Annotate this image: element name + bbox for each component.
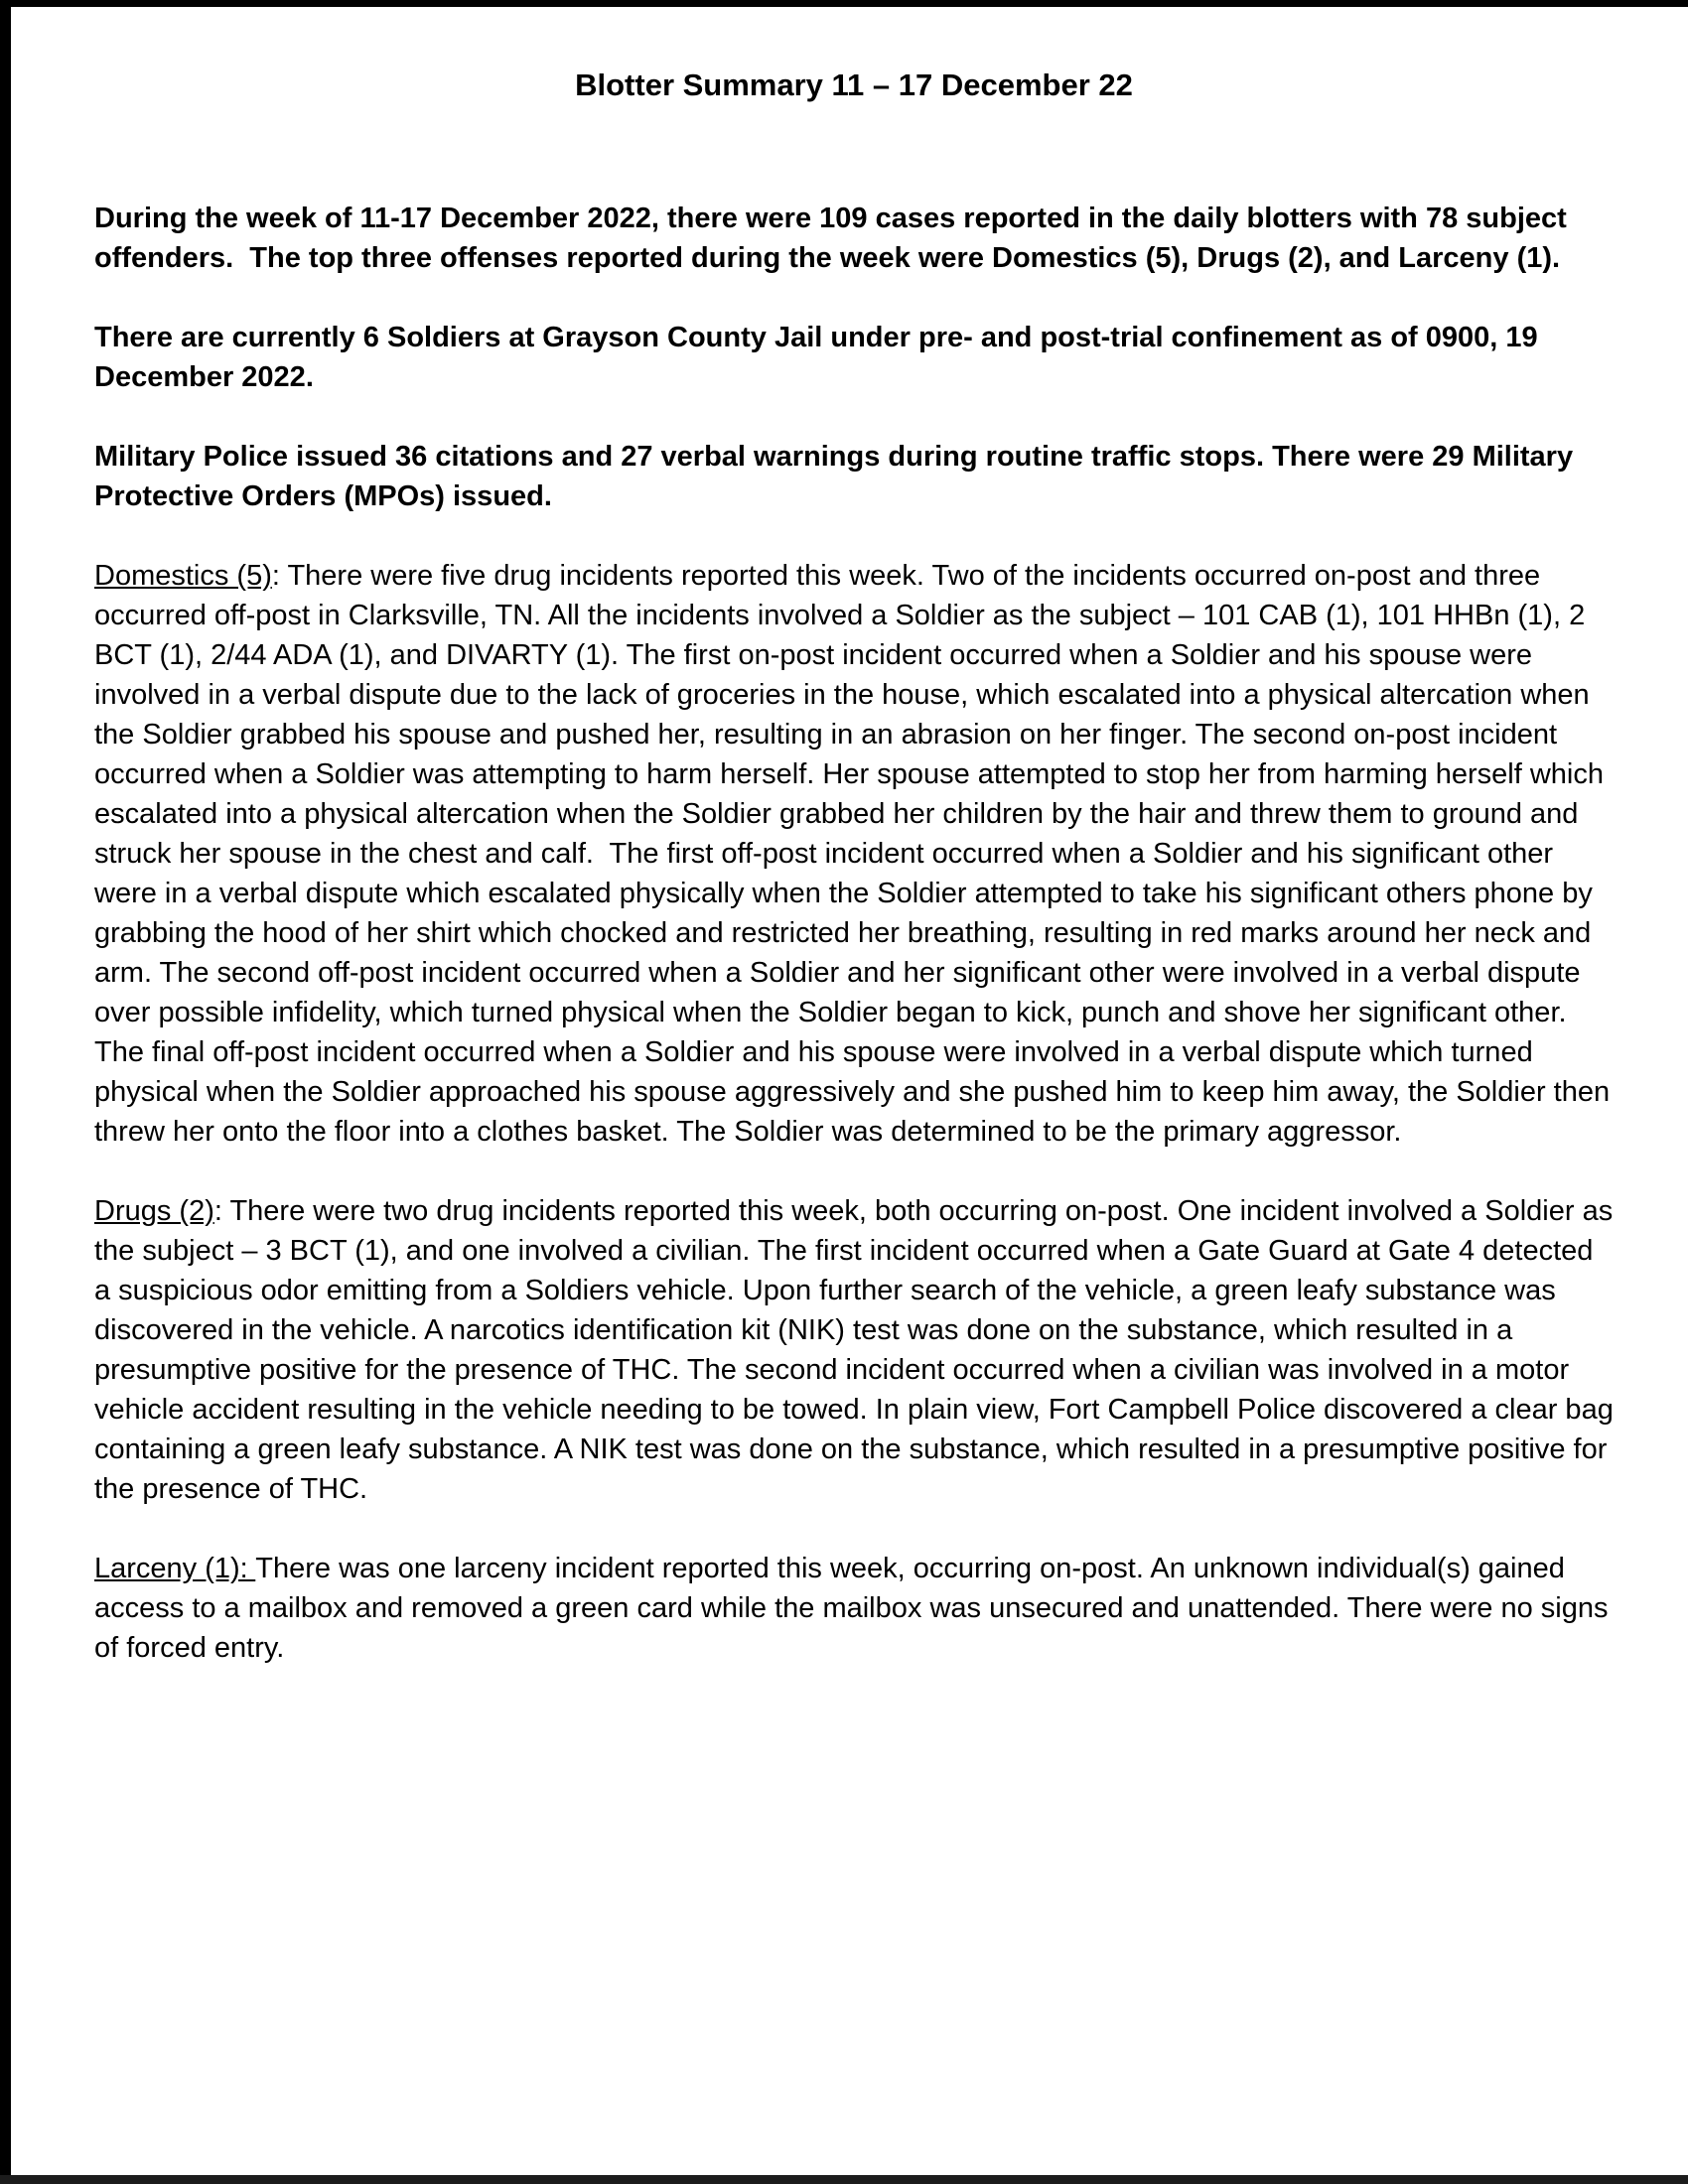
scan-edge-top (0, 0, 1688, 7)
drugs-paragraph (94, 1191, 1621, 1509)
domestics-heading-separator: : (271, 560, 288, 592)
page-title: Blotter Summary 11 – 17 December 22 (575, 68, 1133, 102)
document-page (94, 68, 1621, 1707)
larceny-text: There was one larceny incident reported this week, occurring on-post. An unknown individual(s) gained access to a mailbox and removed a green card while the mailbox was unsecured and unattended. There were no signs of forced entry. (94, 1553, 1617, 1664)
scan-edge-bottom (0, 2175, 1688, 2184)
citations-paragraph (94, 437, 1614, 516)
overview-text: During the week of 11-17 December 2022, there were 109 cases reported in the daily blotters with 78 subject offenders. The top three offenses reported during the week were Domestics (5), Drugs (2), and Larceny (1). (94, 203, 1575, 274)
confinement-text: There are currently 6 Soldiers at Grayson County Jail under pre- and post-trial confinement as of 0900, 19 December 2022. (94, 322, 1546, 393)
scan-edge-left (0, 0, 11, 2184)
domestics-paragraph (94, 556, 1618, 1152)
larceny-heading: Larceny (1): (94, 1553, 256, 1584)
drugs-heading-separator: : (213, 1195, 230, 1227)
domestics-text: There were five drug incidents reported this week. Two of the incidents occurred on-post and three occurred off-post in Clarksville, TN. All the incidents involved a Soldier as the subject – 101 CAB (1), 101 HHBn (1), 2 BCT (1), 2/44 ADA (1), and DIVARTY (1). The first on-post incident occurred when a Soldier and his spouse were involved in a verbal dispute due to the lack of groceries in the house, which escalated into a physical altercation when the Soldier grabbed his spouse and pushed her, resulting in an abrasion on her finger. The second on-post incident occurred when a Soldier was attempting to harm herself. Her spouse attempted to stop her from harming herself which escalated into a physical altercation when the Soldier grabbed her children by the hair and threw them to ground and struck her spouse in the chest and calf. The first off-post incident occurred when a Soldier and his significant other were in a verbal dispute which escalated physically when the Soldier attempted to take his significant others phone by grabbing the hood of her shirt which chocked and restricted her breathing, resulting in red marks around her neck and arm. The second off-post incident occurred when a Soldier and her significant other were involved in a verbal dispute over possible infidelity, which turned physical when the Soldier began to kick, punch and shove her significant other. The final off-post incident occurred when a Soldier and his spouse were involved in a verbal dispute which turned physical when the Soldier approached his spouse aggressively and she pushed him to keep him away, the Soldier then threw her onto the floor into a clothes basket. The Soldier was determined to be the primary aggressor. (94, 560, 1618, 1148)
larceny-paragraph (94, 1549, 1617, 1668)
citations-text: Military Police issued 36 citations and 27 verbal warnings during routine traffic stops. There were 29 Military Protective Orders (MPOs) issued. (94, 441, 1582, 512)
drugs-heading: Drugs (2) (94, 1195, 214, 1227)
drugs-text: There were two drug incidents reported this week, both occurring on-post. One incident involved a Soldier as the subject – 3 BCT (1), and one involved a civilian. The first incident occurred when a Gate Guard at Gate 4 detected a suspicious odor emitting from a Soldiers vehicle. Upon further search of the vehicle, a green leafy substance was discovered in the vehicle. A narcotics identification kit (NIK) test was done on the substance, which resulted in a presumptive positive for the presence of THC. The second incident occurred when a civilian was involved in a motor vehicle accident resulting in the vehicle needing to be towed. In plain view, Fort Campbell Police discovered a clear bag containing a green leafy substance. A NIK test was done on the substance, which resulted in a presumptive positive for the presence of THC. (94, 1195, 1621, 1505)
overview-paragraph (94, 199, 1614, 278)
domestics-heading: Domestics (5) (94, 560, 272, 592)
confinement-paragraph (94, 318, 1614, 397)
